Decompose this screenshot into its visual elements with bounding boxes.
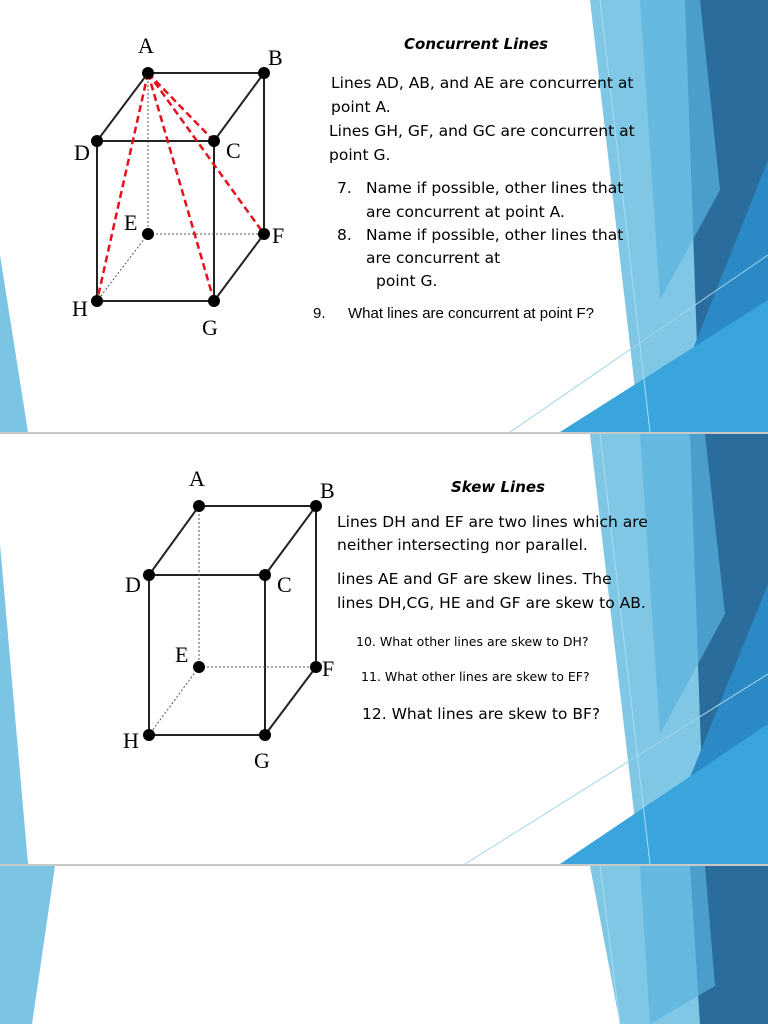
cube-diagram-concurrent — [0, 0, 330, 350]
slide-title: Concurrent Lines — [404, 35, 549, 53]
question-11: 11. What other lines are skew to EF? — [361, 669, 590, 684]
edge-ad — [149, 506, 199, 575]
question-8-line1: Name if possible, other lines that — [366, 226, 624, 244]
question-number: 8. — [337, 226, 352, 244]
slide-concurrent-lines — [0, 0, 768, 432]
question-9: What lines are concurrent at point F? — [348, 305, 594, 322]
vertex-label-h: H — [123, 728, 139, 753]
edge-bc — [214, 73, 264, 141]
vertex-label-f: F — [322, 656, 335, 681]
text-line: lines AE and GF are skew lines. The — [337, 570, 612, 588]
text-line: Lines AD, AB, and AE are concurrent at — [331, 74, 634, 92]
edge-bc — [265, 506, 316, 575]
vertex-label-d: D — [74, 140, 90, 165]
question-12: 12. What lines are skew to BF? — [362, 705, 601, 723]
question-8-line2: are concurrent at — [366, 249, 501, 267]
vertex-label-f: F — [272, 223, 285, 248]
slide-title: Skew Lines — [451, 478, 545, 496]
text-line: Lines GH, GF, and GC are concurrent at — [329, 122, 635, 140]
vertex-label-e: E — [175, 642, 189, 667]
vertex-label-h: H — [72, 296, 88, 321]
question-8-line3: point G. — [376, 272, 438, 290]
question-number: 7. — [337, 179, 352, 197]
vertex-label-b: B — [268, 45, 283, 70]
vertex-label-e: E — [124, 210, 138, 235]
vertex-label-g: G — [254, 748, 270, 773]
text-line: lines DH,CG, HE and GF are skew to AB. — [337, 594, 646, 612]
text-line: point G. — [329, 146, 391, 164]
vertex-label-a: A — [138, 33, 154, 58]
slide-decoration — [0, 866, 768, 1024]
question-10: 10. What other lines are skew to DH? — [356, 634, 589, 649]
question-number: 9. — [313, 305, 326, 322]
hidden-edge-eh — [149, 667, 199, 735]
slide-partial — [0, 866, 768, 1024]
text-line: Lines DH and EF are two lines which are — [337, 513, 648, 531]
vertex-label-g: G — [202, 315, 218, 340]
question-7-line1: Name if possible, other lines that — [366, 179, 624, 197]
vertex-label-b: B — [320, 478, 335, 503]
vertex-label-c: C — [226, 138, 241, 163]
vertex-label-a: A — [189, 466, 205, 491]
edge-gf — [265, 667, 316, 735]
slide-skew-lines — [0, 434, 768, 864]
question-7-line2: are concurrent at point A. — [366, 203, 565, 221]
cube-diagram-skew — [0, 434, 340, 784]
edge-gf — [214, 234, 264, 301]
vertex-label-c: C — [277, 572, 292, 597]
text-line: point A. — [331, 98, 391, 116]
vertex-label-d: D — [125, 572, 141, 597]
text-line: neither intersecting nor parallel. — [337, 536, 588, 554]
